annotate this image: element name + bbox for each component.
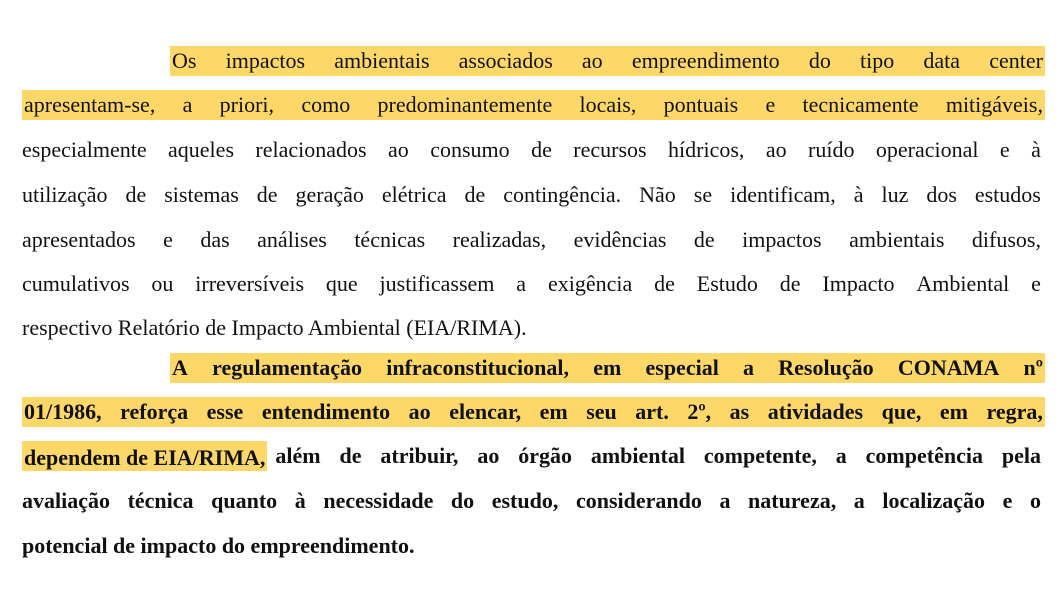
word: que (325, 271, 358, 296)
word: a (835, 443, 847, 468)
word: reforça (120, 399, 189, 424)
word: de (339, 443, 362, 468)
word: e (163, 227, 173, 252)
paragraph-1-line-5 (22, 225, 1041, 255)
word: e (1031, 271, 1041, 296)
word: Resolução (778, 355, 874, 380)
word: nº (1023, 355, 1043, 380)
word: em (939, 399, 968, 424)
word: aqueles (168, 137, 234, 162)
word: das (200, 227, 230, 252)
word: esse (206, 399, 244, 424)
word: pontuais (663, 92, 739, 117)
word: que, (881, 399, 922, 424)
word: realizadas, (452, 227, 547, 252)
paragraph-1-line-3 (22, 135, 1041, 165)
word: A (172, 355, 188, 380)
word: estudos (974, 182, 1041, 207)
word: hídricos, (668, 137, 745, 162)
word: Não (639, 182, 676, 207)
word: do (808, 48, 831, 73)
word: impactos (742, 227, 822, 252)
word: em (539, 399, 568, 424)
paragraph-2-line-5: potencial de impacto do empreendimento. (22, 533, 415, 558)
word: especial (645, 355, 719, 380)
word: identificam, (730, 182, 836, 207)
word: estudo, (491, 488, 559, 513)
word: Impacto (822, 271, 895, 296)
word: atividades (767, 399, 864, 424)
word: a (853, 488, 865, 513)
word: CONAMA (897, 355, 1000, 380)
paragraph-2-line-3 (22, 441, 1041, 471)
word: e (765, 92, 776, 117)
word: competente, (703, 443, 817, 468)
word: 2º, (687, 399, 712, 424)
word: luz (881, 182, 909, 207)
word: ao (408, 399, 431, 424)
word: relacionados (255, 137, 367, 162)
word: utilização (22, 182, 108, 207)
word: locais, (579, 92, 637, 117)
word: regulamentação (212, 355, 363, 380)
word: a (743, 355, 755, 380)
word: tipo (860, 48, 895, 73)
word: a (182, 92, 193, 117)
word: em (593, 355, 622, 380)
word: atribuir, (380, 443, 459, 468)
word: se (693, 182, 713, 207)
word: elencar, (449, 399, 522, 424)
word: ou (151, 271, 174, 296)
word: além (275, 443, 321, 468)
word: ambiental (590, 443, 685, 468)
word: o (1029, 488, 1041, 513)
word: pela (1001, 443, 1041, 468)
word: ao (765, 137, 787, 162)
word: sistemas (164, 182, 239, 207)
word: consumo (430, 137, 510, 162)
word: à (853, 182, 864, 207)
paragraph-1-line-2 (22, 90, 1045, 120)
word: tecnicamente (802, 92, 919, 117)
word: considerando (575, 488, 702, 513)
word: 01/1986, (24, 399, 102, 424)
word: ao (581, 48, 603, 73)
word: ambientais (849, 227, 945, 252)
word: ruído (808, 137, 855, 162)
word: e (999, 137, 1010, 162)
word: recursos (573, 137, 647, 162)
word: técnica (127, 488, 194, 513)
word: de (654, 271, 675, 296)
word: impactos (225, 48, 306, 73)
word: irreversíveis (195, 271, 305, 296)
word: entendimento (261, 399, 391, 424)
word: e (1002, 488, 1013, 513)
paragraph-2-line-4 (22, 486, 1041, 516)
word: center (989, 48, 1043, 73)
word: de (693, 227, 715, 252)
paragraph-2-line-1 (170, 353, 1045, 383)
word: à (1031, 137, 1041, 162)
word: dos (926, 182, 957, 207)
word: de (125, 182, 147, 207)
word: elétrica (381, 182, 447, 207)
word: cumulativos (22, 271, 130, 296)
word: avaliação (22, 488, 110, 513)
word: priori, (219, 92, 275, 117)
word: órgão (518, 443, 572, 468)
word: ao (477, 443, 500, 468)
word: predominantemente (377, 92, 553, 117)
word: justificassem (379, 271, 495, 296)
word: de (531, 137, 552, 162)
word: exigência (547, 271, 633, 296)
word: análises (257, 227, 327, 252)
word: de (256, 182, 278, 207)
word: quanto (211, 488, 278, 513)
word: apresentam-se, (24, 92, 156, 117)
word: de (779, 271, 801, 296)
word: ambientais (334, 48, 430, 73)
paragraph-1-line-6 (22, 269, 1041, 299)
paragraph-2-line-3-rest (275, 441, 1041, 471)
word: ao (388, 137, 409, 162)
word: como (301, 92, 351, 117)
paragraph-1-line-7: respectivo Relatório de Impacto Ambiental (EIA/RIMA). (22, 315, 527, 340)
word: apresentados (22, 227, 136, 252)
word: do (450, 488, 475, 513)
word: operacional (875, 137, 979, 162)
word: Os (172, 48, 197, 73)
word: difusos, (971, 227, 1041, 252)
word: de (464, 182, 486, 207)
word: geração (295, 182, 364, 207)
word: técnicas (354, 227, 426, 252)
word: data (923, 48, 961, 73)
word: natureza, (748, 488, 837, 513)
word: necessidade (323, 488, 434, 513)
paragraph-2-line-2 (22, 397, 1045, 427)
word: Estudo (696, 271, 758, 296)
word: à (294, 488, 306, 513)
word: empreendimento (631, 48, 780, 73)
paragraph-1-line-4 (22, 180, 1041, 210)
word: a (516, 271, 527, 296)
word: evidências (573, 227, 667, 252)
word: as (729, 399, 750, 424)
word: a (719, 488, 731, 513)
word: contingência. (503, 182, 622, 207)
word: Ambiental (916, 271, 1010, 296)
paragraph-1-line-1 (170, 46, 1045, 76)
word: infraconstitucional, (386, 355, 569, 380)
word: localização (882, 488, 986, 513)
word: competência (865, 443, 983, 468)
word: especialmente (22, 137, 147, 162)
word: regra, (986, 399, 1043, 424)
word: associados (458, 48, 553, 73)
word: seu (586, 399, 617, 424)
highlighted-phrase: dependem de EIA/RIMA, (22, 441, 267, 471)
word: art. (635, 399, 669, 424)
word: mitigáveis, (945, 92, 1043, 117)
